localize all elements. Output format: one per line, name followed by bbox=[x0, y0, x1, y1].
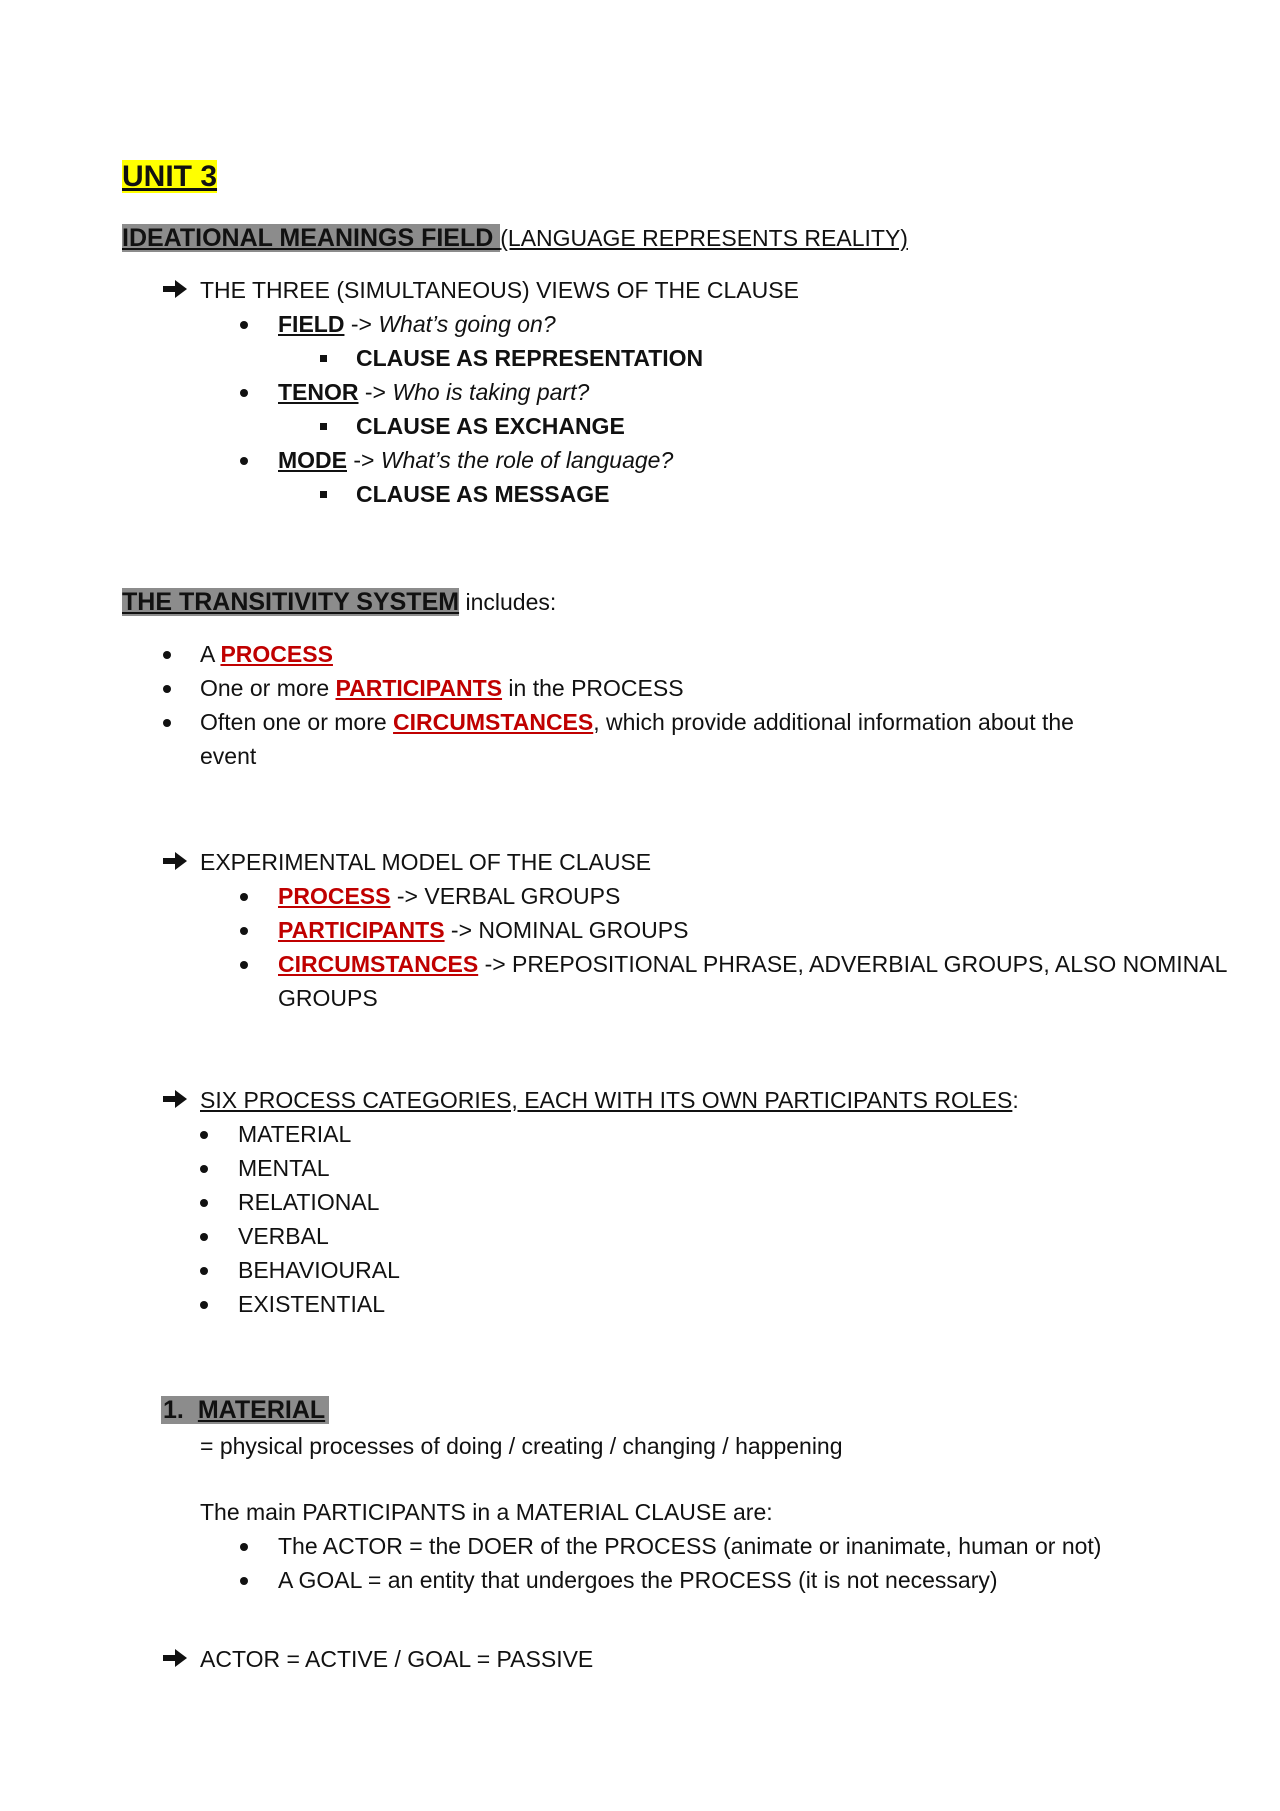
six-categories-text: SIX PROCESS CATEGORIES, EACH WITH ITS OWN PARTICIPANTS ROLES bbox=[200, 1087, 1013, 1113]
view-tenor bbox=[278, 377, 589, 407]
six-categories-colon: : bbox=[1012, 1087, 1019, 1113]
material-participant: The ACTOR = the DOER of the PROCESS (animate or inanimate, human or not) bbox=[278, 1533, 1102, 1559]
view-sep: -> bbox=[347, 447, 381, 473]
view-question: Who is taking part? bbox=[392, 379, 590, 405]
key-term: PROCESS bbox=[220, 641, 333, 667]
view-sub: CLAUSE AS EXCHANGE bbox=[356, 413, 625, 439]
category-item: VERBAL bbox=[238, 1223, 329, 1249]
material-heading bbox=[161, 1394, 329, 1426]
ideational-heading bbox=[122, 222, 908, 254]
transitivity-continuation: event bbox=[200, 743, 257, 769]
transitivity-heading bbox=[122, 586, 556, 618]
square-bullet-icon bbox=[320, 423, 327, 430]
view-sep: -> bbox=[344, 311, 379, 337]
view-term: FIELD bbox=[278, 311, 345, 337]
material-title: MATERIAL bbox=[186, 1396, 329, 1424]
material-arrow-note: ACTOR = ACTIVE / GOAL = PASSIVE bbox=[200, 1646, 594, 1672]
bullet-icon bbox=[200, 1267, 208, 1275]
view-sub: CLAUSE AS REPRESENTATION bbox=[356, 345, 704, 371]
square-bullet-icon bbox=[320, 355, 327, 362]
view-question: What’s the role of language? bbox=[380, 447, 674, 473]
key-term: PARTICIPANTS bbox=[335, 675, 503, 701]
bullet-icon bbox=[240, 961, 248, 969]
bullet-pre: Often one or more bbox=[200, 709, 394, 735]
category-item: EXISTENTIAL bbox=[238, 1291, 385, 1317]
material-participants-intro: The main PARTICIPANTS in a MATERIAL CLAUSE are: bbox=[200, 1499, 773, 1525]
category-item: MATERIAL bbox=[238, 1121, 352, 1147]
view-field bbox=[278, 309, 556, 339]
unit-title-text: UNIT 3 bbox=[122, 160, 218, 193]
experimental-continuation: GROUPS bbox=[278, 985, 378, 1011]
experimental-item bbox=[278, 915, 688, 945]
bullet-icon bbox=[240, 893, 248, 901]
view-sep: -> bbox=[358, 379, 393, 405]
bullet-post: , which provide additional information about the bbox=[593, 709, 1074, 735]
key-term: PROCESS bbox=[278, 883, 391, 909]
ideational-title: IDEATIONAL MEANINGS FIELD bbox=[122, 224, 501, 252]
right-arrow-icon bbox=[163, 279, 187, 299]
bullet-icon bbox=[240, 1577, 248, 1585]
right-arrow-icon bbox=[163, 1089, 187, 1109]
bullet-icon bbox=[200, 1131, 208, 1139]
bullet-icon bbox=[163, 685, 171, 693]
bullet-icon bbox=[200, 1199, 208, 1207]
transitivity-bullet bbox=[200, 707, 1074, 737]
bullet-icon bbox=[163, 719, 171, 727]
experimental-item bbox=[278, 949, 1227, 979]
experimental-title: EXPERIMENTAL MODEL OF THE CLAUSE bbox=[200, 849, 652, 875]
bullet-icon bbox=[240, 321, 248, 329]
transitivity-bullet bbox=[200, 639, 333, 669]
material-number: 1. bbox=[163, 1396, 184, 1424]
bullet-pre: One or more bbox=[200, 675, 336, 701]
transitivity-suffix: includes: bbox=[459, 589, 557, 615]
bullet-icon bbox=[240, 389, 248, 397]
material-participant: A GOAL = an entity that undergoes the PROCESS (it is not necessary) bbox=[278, 1567, 998, 1593]
key-term: CIRCUMSTANCES bbox=[393, 709, 594, 735]
bullet-icon bbox=[163, 651, 171, 659]
unit-title bbox=[122, 158, 217, 196]
material-definition: = physical processes of doing / creating / changing / happening bbox=[200, 1433, 843, 1459]
category-item: BEHAVIOURAL bbox=[238, 1257, 400, 1283]
bullet-icon bbox=[240, 457, 248, 465]
bullet-post: in the PROCESS bbox=[502, 675, 684, 701]
item-text: -> NOMINAL GROUPS bbox=[444, 917, 689, 943]
bullet-icon bbox=[200, 1165, 208, 1173]
bullet-icon bbox=[200, 1233, 208, 1241]
key-term: PARTICIPANTS bbox=[278, 917, 445, 943]
bullet-pre: A bbox=[200, 641, 221, 667]
view-question: What’s going on? bbox=[378, 311, 556, 337]
six-categories-title bbox=[200, 1085, 1019, 1115]
three-views-title: THE THREE (SIMULTANEOUS) VIEWS OF THE CLAUSE bbox=[200, 277, 799, 303]
item-text: -> VERBAL GROUPS bbox=[390, 883, 621, 909]
experimental-item bbox=[278, 881, 620, 911]
bullet-icon bbox=[240, 1543, 248, 1551]
bullet-icon bbox=[240, 927, 248, 935]
right-arrow-icon bbox=[163, 851, 187, 871]
transitivity-title: THE TRANSITIVITY SYSTEM bbox=[122, 588, 460, 616]
transitivity-bullet bbox=[200, 673, 684, 703]
ideational-paren: (LANGUAGE REPRESENTS REALITY) bbox=[500, 225, 908, 251]
view-sub: CLAUSE AS MESSAGE bbox=[356, 481, 610, 507]
category-item: RELATIONAL bbox=[238, 1189, 380, 1215]
square-bullet-icon bbox=[320, 491, 327, 498]
category-item: MENTAL bbox=[238, 1155, 330, 1181]
view-term: TENOR bbox=[278, 379, 359, 405]
view-term: MODE bbox=[278, 447, 347, 473]
item-text: -> PREPOSITIONAL PHRASE, ADVERBIAL GROUPS, ALSO NOMINAL bbox=[478, 951, 1228, 977]
bullet-icon bbox=[200, 1301, 208, 1309]
view-mode bbox=[278, 445, 673, 475]
right-arrow-icon bbox=[163, 1648, 187, 1668]
key-term: CIRCUMSTANCES bbox=[278, 951, 479, 977]
